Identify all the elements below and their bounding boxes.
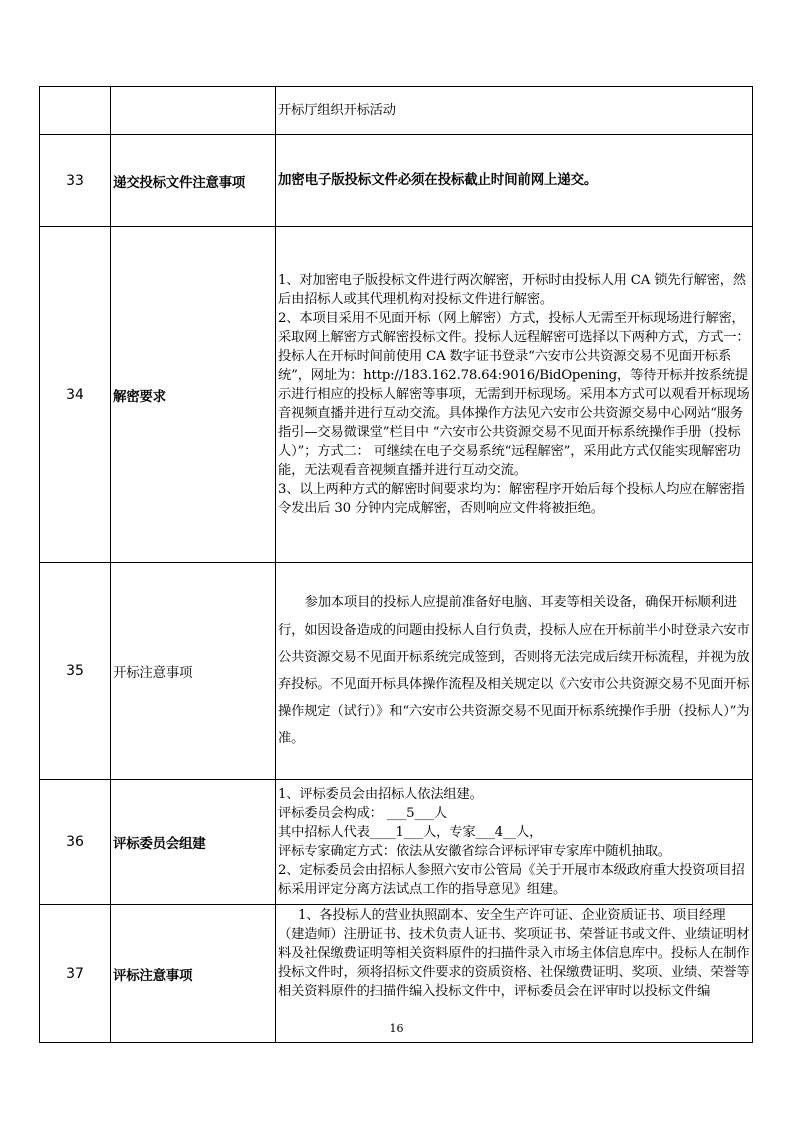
content-line: 2、定标委员会由招标人参照六安市公管局《关于开展市本级政府重大投资项目招标采用评定分离方法试点工作的指导意见》组建。 <box>278 863 745 897</box>
table-row <box>40 227 753 563</box>
item-name: 解密要求 <box>111 227 276 563</box>
item-content <box>276 87 753 135</box>
item-content <box>276 135 753 227</box>
document-table <box>39 86 753 1043</box>
row-number: 34 <box>40 227 111 563</box>
row-number: 37 <box>40 905 111 1043</box>
item-name <box>111 87 276 135</box>
row-number <box>40 87 111 135</box>
content-line: 1、各投标人的营业执照副本、安全生产许可证、企业资质证书、项目经理（建造师）注册证书、技术负责人证书、奖项证书、荣誉证书或文件、业绩证明材料及社保缴费证明等相关资料原件的扫描件录入市场主体信息库中。投标人在制作投标文件时，须将招标文件要求的资质资格、社保缴费证明、奖项、业绩、荣誉等相关资料原件的扫描件编入投标文件中，评标委员会在评审时以投标文件编 <box>278 907 750 999</box>
content-line: 3、以上两种方式的解密时间要求均为：解密程序开始后每个投标人均应在解密指令发出后 30 分钟内完成解密，否则响应文件将被拒绝。 <box>278 482 745 516</box>
content-line: 其中招标人代表____1___人，专家___4__人， <box>278 825 543 840</box>
content-line: 加密电子版投标文件必须在投标截止时间前网上递交。 <box>278 172 598 188</box>
item-content <box>276 780 753 905</box>
content-line: 开标厅组织开标活动 <box>278 103 396 118</box>
item-name: 递交投标文件注意事项 <box>111 135 276 227</box>
page-number: 16 <box>389 1022 404 1035</box>
item-name: 评标注意事项 <box>111 905 276 1043</box>
content-line: 参加本项目的投标人应提前准备好电脑、耳麦等相关设备，确保开标顺利进行，如因设备造成的问题由投标人自行负责，投标人应在开标前半小时登录六安市公共资源交易不见面开标系统完成签到，否则将无法完成后续开标流程，并视为放弃投标。不见面开标具体操作流程及相关规定以《六安市公共资源交易不见面开标操作规定（试行）》和“六安市公共资源交易不见面开标系统操作手册（投标人）”为准。 <box>278 595 750 747</box>
table-row <box>40 780 753 905</box>
row-number: 36 <box>40 780 111 905</box>
table-row <box>40 135 753 227</box>
content-line: 评标委员会构成： ___5___人 <box>278 806 447 821</box>
item-name: 开标注意事项 <box>111 563 276 780</box>
row-number: 33 <box>40 135 111 227</box>
table-row <box>40 87 753 135</box>
row-number: 35 <box>40 563 111 780</box>
content-line: 评标专家确定方式：依法从安徽省综合评标评审专家库中随机抽取。 <box>278 844 671 859</box>
table-row <box>40 563 753 780</box>
content-line: 1、评标委员会由招标人依法组建。 <box>278 787 483 802</box>
item-content <box>276 227 753 563</box>
content-line: 2、本项目采用不见面开标（网上解密）方式，投标人无需至开标现场进行解密，采取网上解密方式解密投标文件。投标人远程解密可选择以下两种方式，方式一：投标人在开标时间前使用 CA 数字证书登录“六安市公共资源交易不见面开标系统”，网址为：http://183.162.78.64:9016/BidOpening，等待开标并按系统提示进行相应的投标人解密等事项，无需到开标现场。采用本方式可以观看开标现场音视频直播并进行互动交流。具体操作方法见六安市公共资源交易中心网站“服务指引—交易微课堂”栏目中 “六安市公共资源交易不见面开标系统操作手册（投标人）”；方式二： 可继续在电子交易系统“远程解密”，采用此方式仅能实现解密功能，无法观看音视频直播并进行互动交流。 <box>278 311 750 478</box>
item-name: 评标委员会组建 <box>111 780 276 905</box>
content-line: 1、对加密电子版投标文件进行两次解密，开标时由投标人用 CA 锁先行解密，然后由招标人或其代理机构对投标文件进行解密。 <box>278 273 746 307</box>
item-content <box>276 563 753 780</box>
